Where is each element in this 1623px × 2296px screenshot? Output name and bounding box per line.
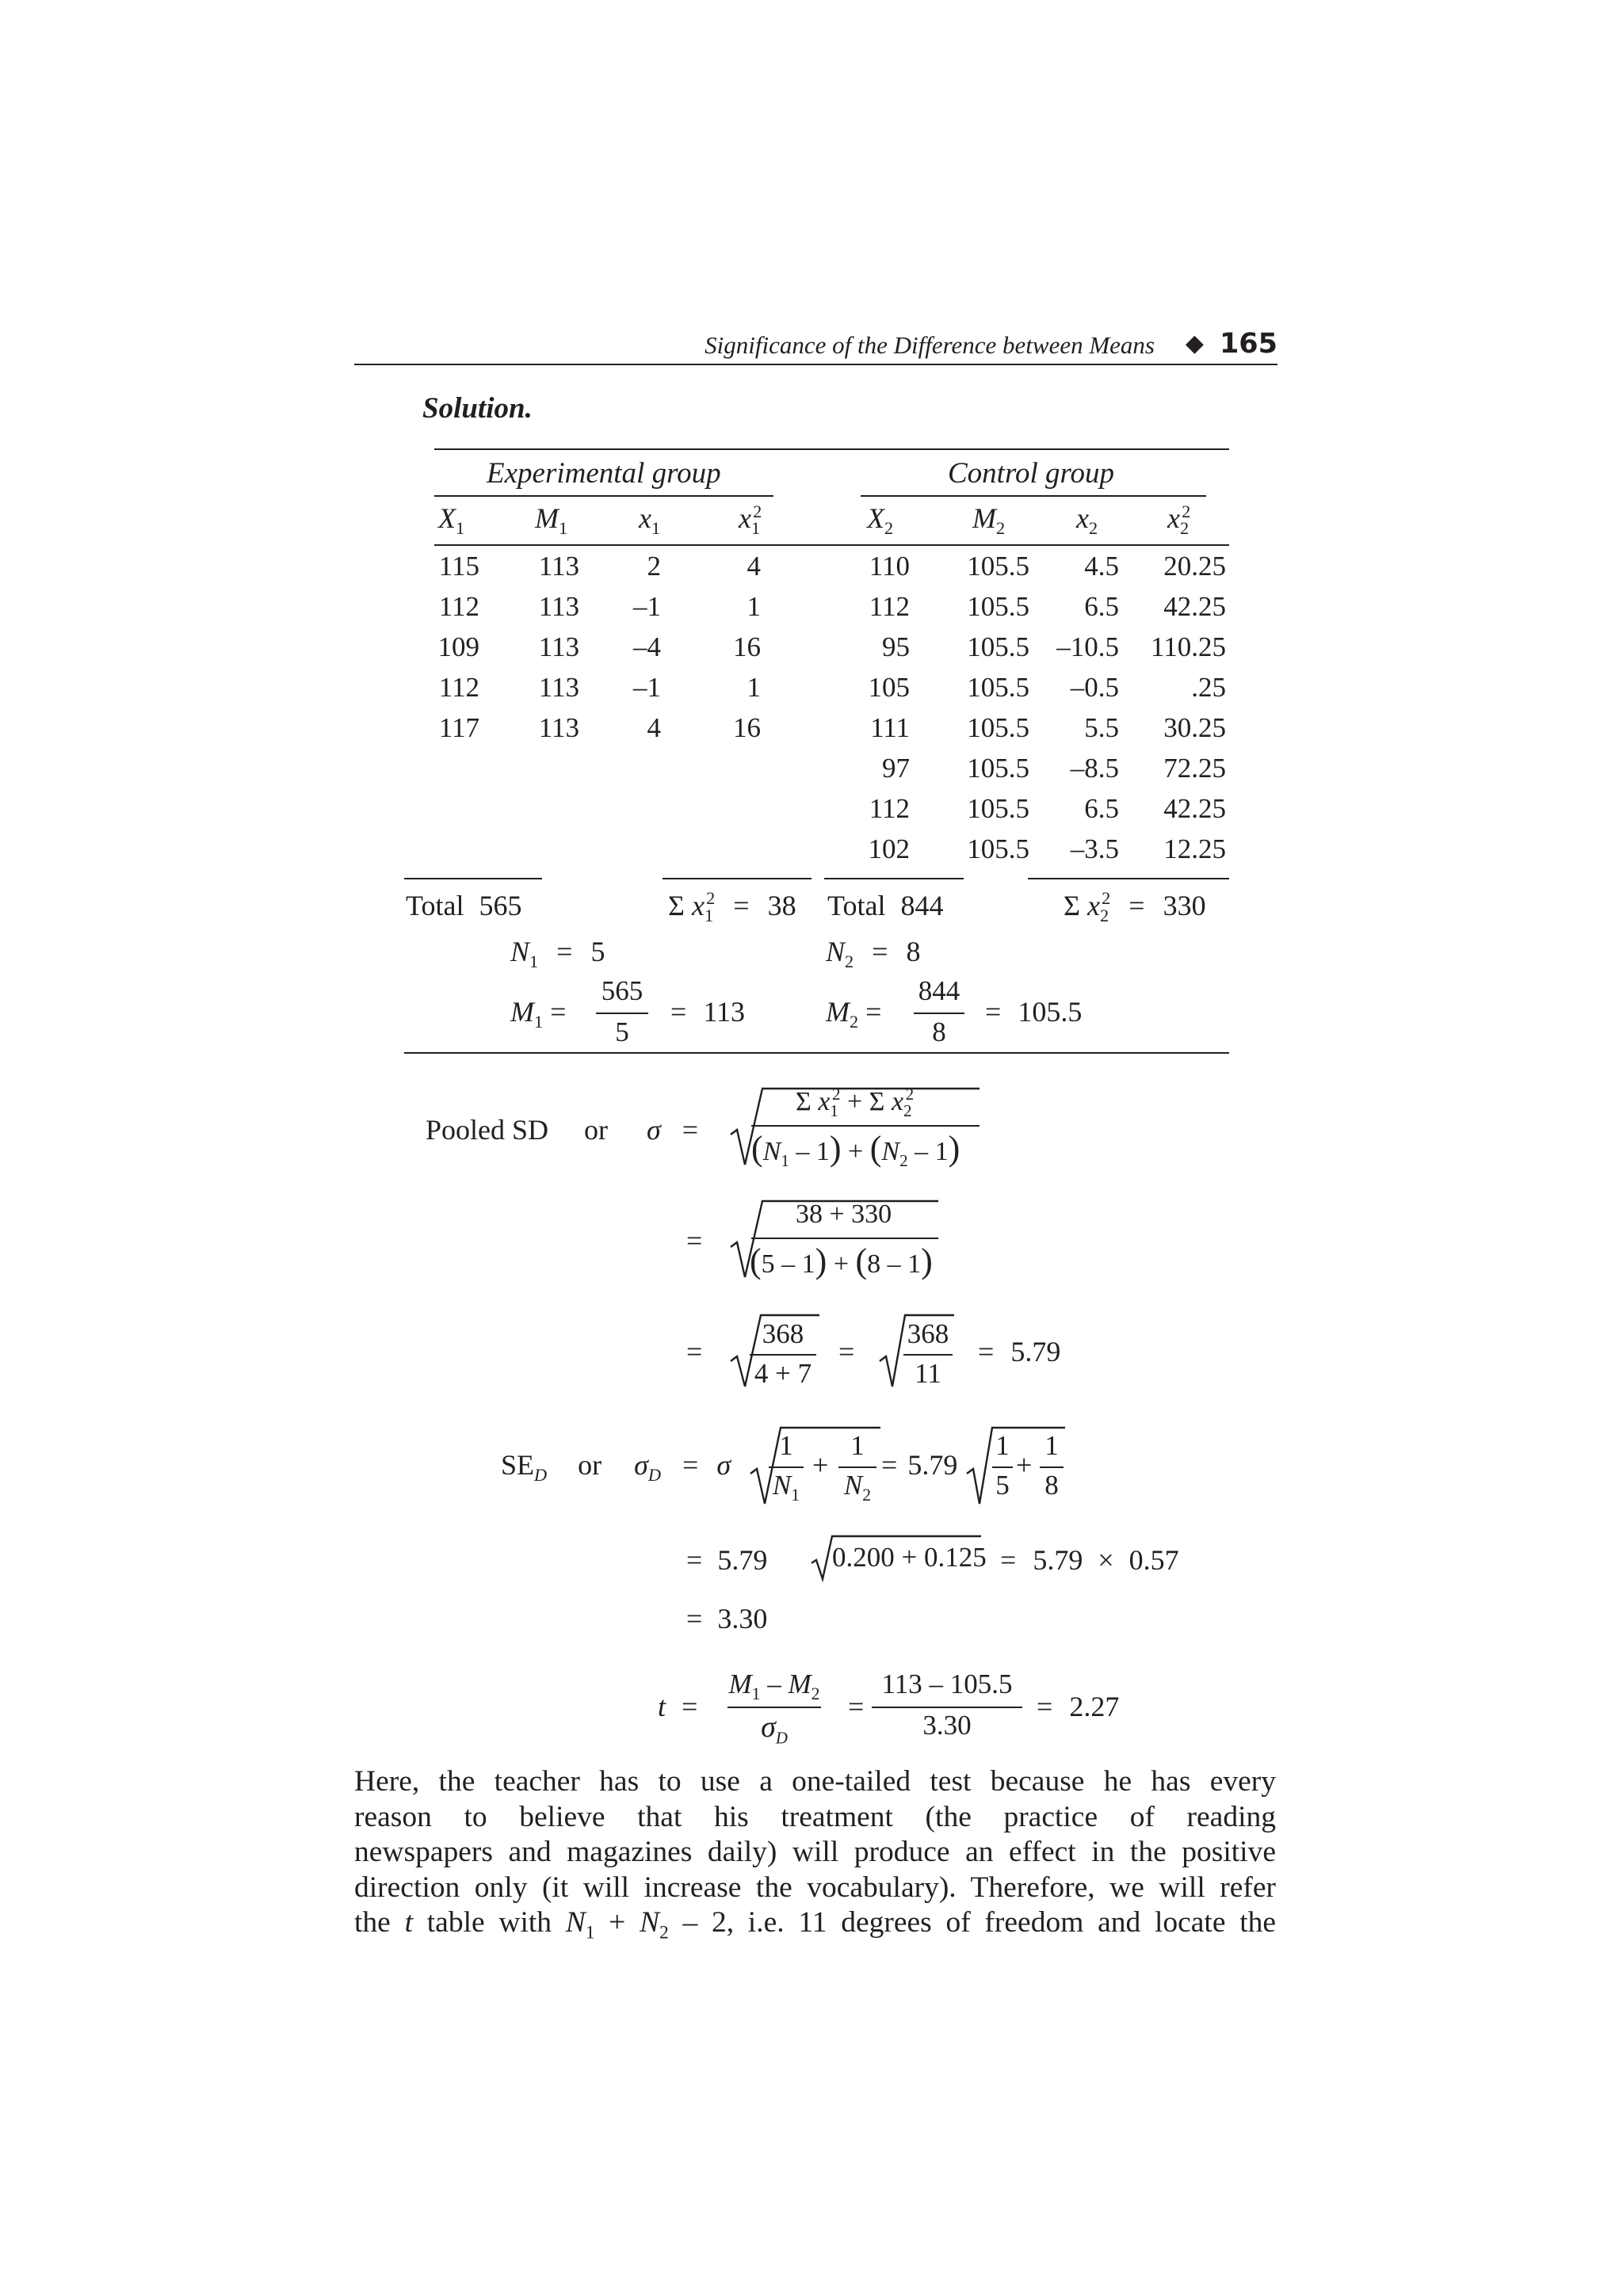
- table-cell: –8.5: [1070, 753, 1119, 784]
- table-cell: 102: [868, 833, 910, 864]
- table-cell: 6.5: [1084, 793, 1119, 824]
- equals-sign: =: [686, 1225, 703, 1257]
- total-rule-3: [824, 878, 964, 879]
- fraction-numerator: 368: [907, 1318, 949, 1349]
- se-sigma-value: 5.79: [907, 1449, 958, 1481]
- table-cell: 117: [438, 712, 479, 743]
- fraction-bar: [751, 1238, 938, 1239]
- running-title: Significance of the Difference between Means: [705, 331, 1155, 359]
- table-cell: 112: [869, 793, 910, 824]
- total-value: 565: [479, 890, 522, 921]
- se-result: = 3.30: [686, 1603, 768, 1634]
- or-text: or: [578, 1449, 602, 1481]
- table-cell: 113: [538, 551, 579, 582]
- table-cell: 112: [869, 591, 910, 622]
- fraction-bar: [751, 1125, 980, 1127]
- table-cell: 105.5: [967, 712, 1029, 743]
- line-word: t: [404, 1906, 413, 1939]
- table-cell: 42.25: [1163, 591, 1226, 622]
- n1-value: 5: [590, 936, 605, 967]
- fraction-denominator: 5: [615, 1016, 629, 1047]
- header-bottom-rule: [434, 544, 1229, 546]
- paragraph-line: Here, the teacher has to use a one-tailed test because he has every: [354, 1765, 1276, 1798]
- pooled-result: = 5.79: [978, 1336, 1061, 1367]
- se-fraction-1-n1: 1 $N_1$: [769, 1430, 804, 1509]
- table-cell: 115: [438, 551, 479, 582]
- plus-sign: +: [1016, 1449, 1033, 1481]
- solution-label: Solution.: [422, 392, 533, 425]
- table-cell: 105.5: [967, 551, 1029, 582]
- table-cell: 30.25: [1163, 712, 1226, 743]
- table-cell: 5.5: [1084, 712, 1119, 743]
- fraction-numerator: 844: [918, 975, 960, 1006]
- m2-label: $M_2$ =: [826, 996, 882, 1032]
- or-text: or: [584, 1114, 609, 1146]
- table-cell: –1: [633, 672, 661, 703]
- experimental-group-title: Experimental group: [487, 457, 721, 490]
- diamond-icon: ◆: [1185, 330, 1204, 357]
- table-cell: 2: [647, 551, 661, 582]
- fraction-denominator: 5: [995, 1470, 1010, 1501]
- fraction-denominator: 8: [932, 1016, 946, 1047]
- fraction-denominator: 4 + 7: [754, 1358, 812, 1389]
- col-header-x2-squared: $x_2^2$: [1167, 502, 1191, 539]
- fraction-denominator: 8: [1044, 1470, 1059, 1501]
- se-step2-product: = 5.79 × 0.57: [1000, 1544, 1179, 1576]
- equals-sign: =: [838, 1336, 855, 1367]
- paragraph-line: direction only (it will increase the vocabulary). Therefore, we will refer: [354, 1871, 1276, 1904]
- total-value: 844: [900, 890, 944, 921]
- table-cell: 6.5: [1084, 591, 1119, 622]
- se-product-factor: 0.57: [1128, 1544, 1179, 1576]
- fraction-numerator: 368: [762, 1318, 804, 1349]
- table-cell: –3.5: [1070, 833, 1119, 864]
- fraction-denominator: 11: [915, 1358, 941, 1389]
- se-label: $SE_D$ or $\sigma_D = \sigma$: [501, 1449, 731, 1486]
- table-cell: 105.5: [967, 631, 1029, 662]
- pooled-step3b-fraction: [903, 1318, 953, 1394]
- table-cell: 105.5: [967, 672, 1029, 703]
- table-cell: 72.25: [1163, 753, 1226, 784]
- m2-fraction: [914, 975, 964, 1055]
- table-cell: 111: [870, 712, 910, 743]
- equals-sign: =: [848, 1691, 865, 1722]
- se-product-sigma: 5.79: [1033, 1544, 1083, 1576]
- experimental-sum-squares: Σ $x_1^2 = 38$: [668, 888, 796, 925]
- n1-equation: $N_1 = 5$: [510, 936, 605, 972]
- total-label: Total: [827, 890, 886, 921]
- table-cell: 105.5: [967, 793, 1029, 824]
- table-cell: 20.25: [1163, 551, 1226, 582]
- pooled-formula-denominator: $(N_1 - 1) + (N_2 - 1)$: [751, 1129, 960, 1170]
- pooled-step3-fraction: [750, 1318, 816, 1394]
- fraction-numerator: 565: [601, 975, 643, 1006]
- table-cell: 109: [437, 631, 479, 662]
- col-header-M2: $M_2$: [972, 502, 1006, 539]
- plus-sign: +: [812, 1449, 829, 1481]
- paragraph-line: the t table with $N_1 + N_2 - 2$, i.e. 11 degrees of freedom and locate the: [354, 1906, 1277, 1943]
- experimental-group-rule: [434, 495, 773, 497]
- t-values-fraction: [872, 1669, 1022, 1748]
- col-header-x1-squared: $x_1^2$: [739, 502, 762, 539]
- page-number: 165: [1219, 328, 1277, 360]
- line-word: the: [354, 1906, 391, 1939]
- table-cell: 112: [438, 672, 479, 703]
- table-cell: 113: [538, 591, 579, 622]
- table-cell: 16: [733, 631, 761, 662]
- table-cell: 42.25: [1163, 793, 1226, 824]
- col-header-X2: $X_2$: [867, 502, 894, 539]
- n2-equation: $N_2 = 8$: [826, 936, 921, 972]
- total-rule-1: [404, 878, 542, 879]
- pooled-label-text: Pooled SD: [426, 1114, 549, 1146]
- se-fraction-1-8: 1 8: [1040, 1430, 1064, 1509]
- pooled-step2-denominator: (5 – 1) + (8 – 1): [750, 1241, 933, 1280]
- fraction-numerator: 113 – 105.5: [881, 1669, 1013, 1699]
- col-header-M1: $M_1$: [535, 502, 568, 539]
- pooled-result-value: 5.79: [1010, 1336, 1061, 1367]
- se-equals-sigma: = 5.79: [881, 1449, 958, 1481]
- table-cell: 105: [868, 672, 910, 703]
- table-top-rule: [434, 448, 1229, 450]
- table-cell: 113: [538, 672, 579, 703]
- m1-fraction: [596, 975, 648, 1055]
- table-cell: 110: [869, 551, 910, 582]
- m2-value: 105.5: [1018, 996, 1083, 1028]
- control-total: [827, 889, 943, 922]
- table-cell: 110.25: [1151, 631, 1226, 662]
- equals-sign: =: [686, 1336, 703, 1367]
- se-step2-sigma: 5.79: [717, 1544, 768, 1576]
- table-cell: 1: [747, 591, 761, 622]
- table-bottom-rule: [404, 1052, 1229, 1054]
- t-label: t =: [658, 1691, 698, 1722]
- table-cell: –10.5: [1056, 631, 1119, 662]
- col-header-x2: $x_2$: [1076, 502, 1098, 539]
- table-cell: .25: [1191, 672, 1226, 703]
- control-sum-squares: Σ $x_2^2 = 330$: [1064, 888, 1206, 925]
- table-cell: 95: [882, 631, 910, 662]
- table-cell: 105.5: [967, 591, 1029, 622]
- table-cell: 97: [882, 753, 910, 784]
- pooled-step2-numerator: 38 + 330: [796, 1199, 892, 1229]
- table-cell: 12.25: [1163, 833, 1226, 864]
- experimental-total: [406, 889, 521, 922]
- table-cell: –4: [633, 631, 661, 662]
- t-formula-fraction: $M_1 - M_2$ $\sigma_D$: [728, 1669, 820, 1748]
- table-cell: 113: [538, 631, 579, 662]
- pooled-sd-label: Pooled SD or σ =: [426, 1114, 699, 1146]
- total-label: Total: [406, 890, 464, 921]
- paragraph-line: newspapers and magazines daily) will produce an effect in the positive: [354, 1836, 1276, 1868]
- se-step2-radicand: 0.200 + 0.125: [832, 1542, 987, 1573]
- control-group-title: Control group: [948, 457, 1115, 490]
- table-cell: 105.5: [967, 753, 1029, 784]
- table-cell: –0.5: [1070, 672, 1119, 703]
- table-cell: 4: [747, 551, 761, 582]
- sum-value: 38: [767, 890, 796, 921]
- paragraph-line: reason to believe that his treatment (the practice of reading: [354, 1800, 1276, 1833]
- running-header: [354, 328, 1277, 366]
- header-rule: [354, 364, 1277, 365]
- t-result: = 2.27: [1037, 1691, 1120, 1722]
- total-rule-2: [663, 878, 812, 879]
- n2-value: 8: [906, 936, 921, 967]
- m1-label: $M_1$ =: [510, 996, 567, 1032]
- table-cell: 4.5: [1084, 551, 1119, 582]
- table-cell: 4: [647, 712, 661, 743]
- m1-value: 113: [703, 996, 745, 1028]
- control-group-rule: [861, 495, 1206, 497]
- table-cell: 105.5: [967, 833, 1029, 864]
- sum-value: 330: [1163, 890, 1206, 921]
- pooled-formula-numerator: Σ $x_1^2 + \Sigma$ $x_2^2$: [796, 1085, 915, 1120]
- se-label-text: SE: [501, 1449, 535, 1481]
- fraction-denominator: 3.30: [922, 1710, 972, 1741]
- table-cell: 112: [438, 591, 479, 622]
- se-result-value: 3.30: [717, 1603, 768, 1634]
- total-rule-4: [1028, 878, 1229, 879]
- table-cell: 1: [747, 672, 761, 703]
- col-header-X1: $X_1$: [438, 502, 465, 539]
- line-word: – 2, i.e. 11 degrees of freedom and locate the: [682, 1906, 1277, 1939]
- se-fraction-1-n2: 1 $N_2$: [838, 1430, 876, 1509]
- table-cell: 113: [538, 712, 579, 743]
- col-header-x1: $x_1$: [639, 502, 661, 539]
- m2-result: = 105.5: [985, 996, 1083, 1028]
- m1-result: = 113: [670, 996, 745, 1028]
- table-cell: 16: [733, 712, 761, 743]
- line-word: table with: [426, 1906, 552, 1939]
- table-cell: –1: [633, 591, 661, 622]
- se-step2: = 5.79: [686, 1544, 768, 1576]
- t-result-value: 2.27: [1069, 1691, 1120, 1722]
- se-fraction-1-5: 1 5: [992, 1430, 1013, 1509]
